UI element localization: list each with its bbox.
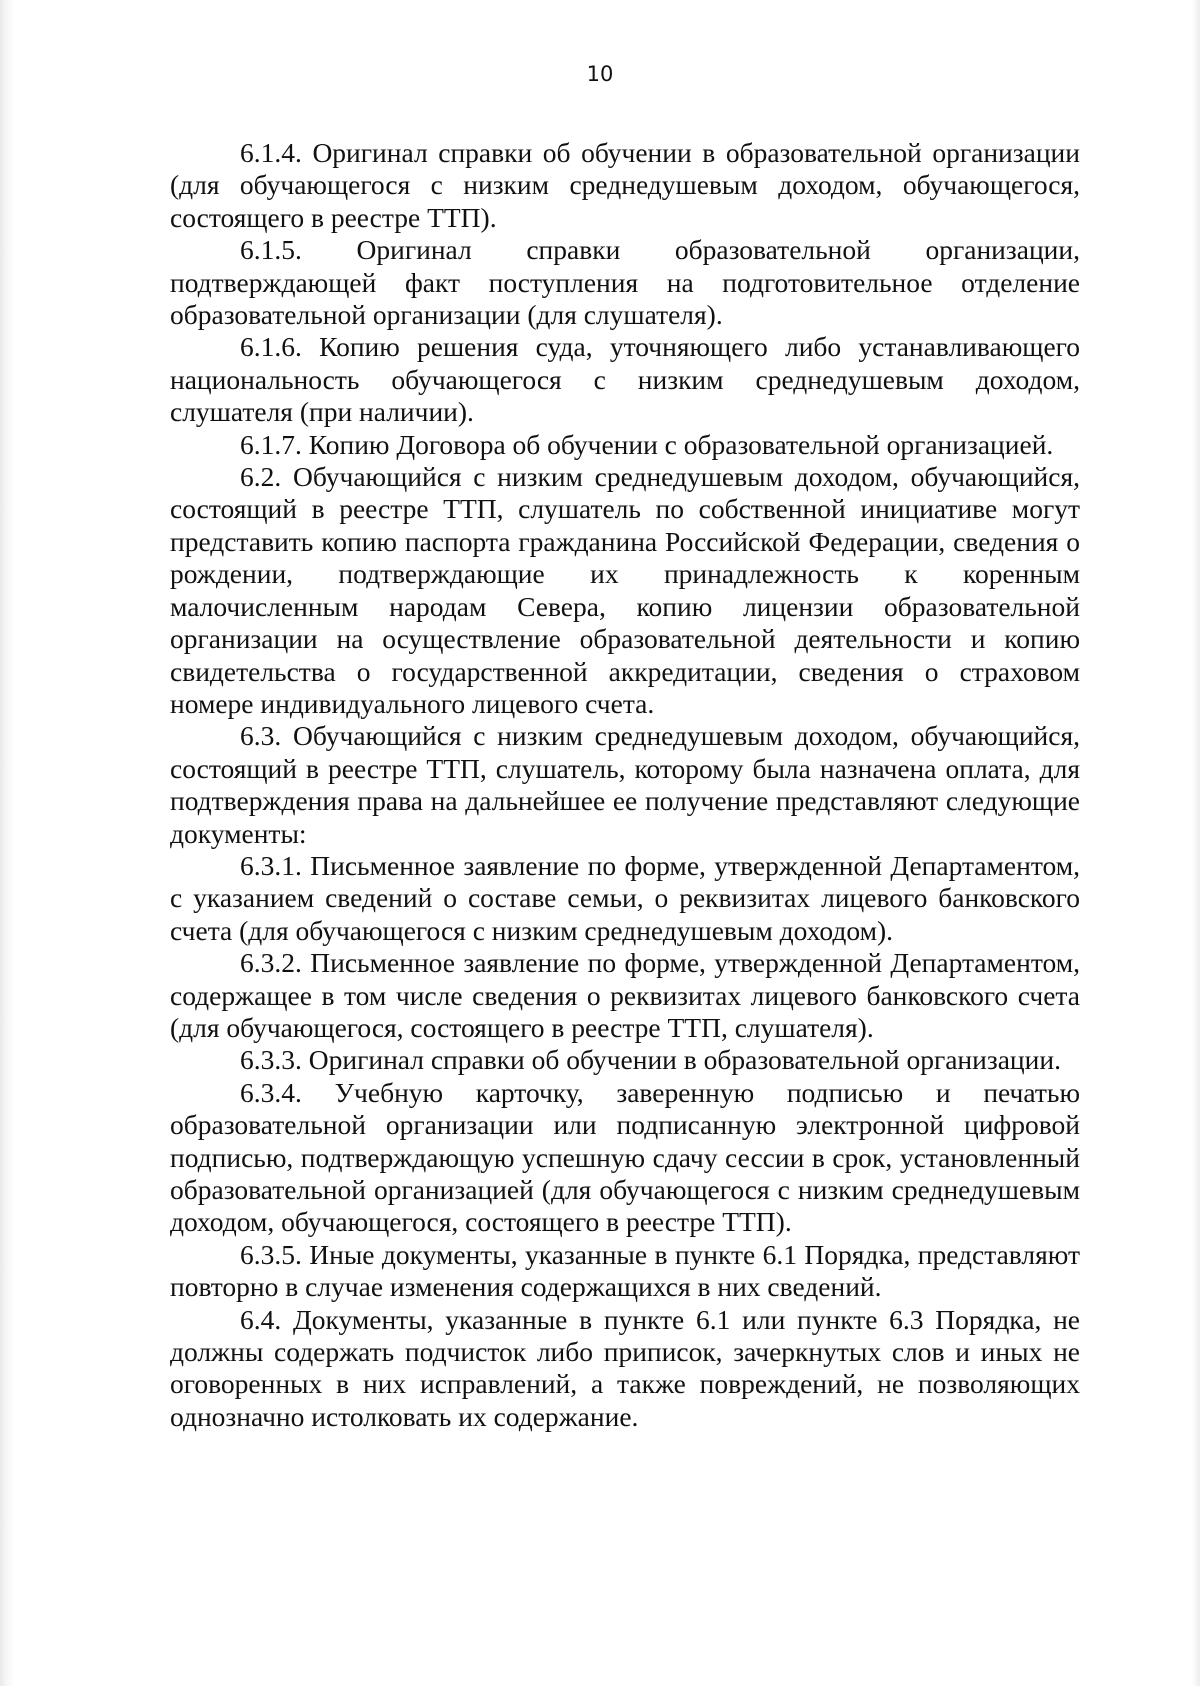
paragraph-6-2: 6.2. Обучающийся с низким среднедушевым доходом, обучающийся, состоящий в реестре ТТП, слушатель по собственной инициативе могут представить копию паспорта гражданина Российской Федерации, сведения о рождении, подтверждающие их принадлежность к коренным малочисленным народам Севера, копию лицензии образовательной организации на осуществление образовательной деятельности и копию свидетельства о государственной аккредитации, сведения о страховом номере индивидуального лицевого счета. <box>170 461 1080 719</box>
scan-edge-right <box>1192 0 1200 1686</box>
paragraph-6-3-1: 6.3.1. Письменное заявление по форме, утвержденной Департаментом, с указанием сведений о составе семьи, о реквизитах лицевого банковского счета (для обучающегося с низким среднедушевым доходом). <box>170 849 1080 946</box>
page-number: 10 <box>586 62 614 86</box>
paragraph-6-3-4: 6.3.4. Учебную карточку, заверенную подписью и печатью образовательной организации или подписанную электронной цифровой подписью, подтверждающую успешную сдачу сессии в срок, установленный образовательной организацией (для обучающегося с низким среднедушевым доходом, обучающегося, состоящего в реестре ТТП). <box>170 1076 1080 1238</box>
paragraph-6-3-3: 6.3.3. Оригинал справки об обучении в образовательной организации. <box>240 1044 1061 1076</box>
paragraph-6-3: 6.3. Обучающийся с низким среднедушевым доходом, обучающийся, состоящий в реестре ТТП, слушатель, которому была назначена оплата, для подтверждения права на дальнейшее ее получение представляют следующие документы: <box>170 720 1080 849</box>
paragraph-6-3-5: 6.3.5. Иные документы, указанные в пункте 6.1 Порядка, представляют повторно в случае изменения содержащихся в них сведений. <box>170 1238 1080 1303</box>
paragraph-6-1-6: 6.1.6. Копию решения суда, уточняющего либо устанавливающего национальность обучающегося с низким среднедушевым доходом, слушателя (при наличии). <box>170 331 1080 428</box>
document-body <box>170 137 1080 1433</box>
paragraph-6-4: 6.4. Документы, указанные в пункте 6.1 или пункте 6.3 Порядка, не должны содержать подчисток либо приписок, зачеркнутых слов и иных не оговоренных в них исправлений, а также повреждений, не позволяющих однозначно истолковать их содержание. <box>170 1303 1080 1432</box>
paragraph-6-1-5: 6.1.5. Оригинал справки образовательной организации, подтверждающей факт поступления на подготовительное отделение образовательной организации (для слушателя). <box>170 234 1080 331</box>
paragraph-6-1-4: 6.1.4. Оригинал справки об обучении в образовательной организации (для обучающегося с низким среднедушевым доходом, обучающегося, состоящего в реестре ТТП). <box>170 137 1080 233</box>
paragraph-6-1-7: 6.1.7. Копию Договора об обучении с образовательной организацией. <box>240 428 1054 460</box>
scan-edge-left <box>0 0 14 1686</box>
paragraph-6-3-2: 6.3.2. Письменное заявление по форме, утвержденной Департаментом, содержащее в том числе сведения о реквизитах лицевого банковского счета (для обучающегося, состоящего в реестре ТТП, слушателя). <box>170 947 1080 1043</box>
